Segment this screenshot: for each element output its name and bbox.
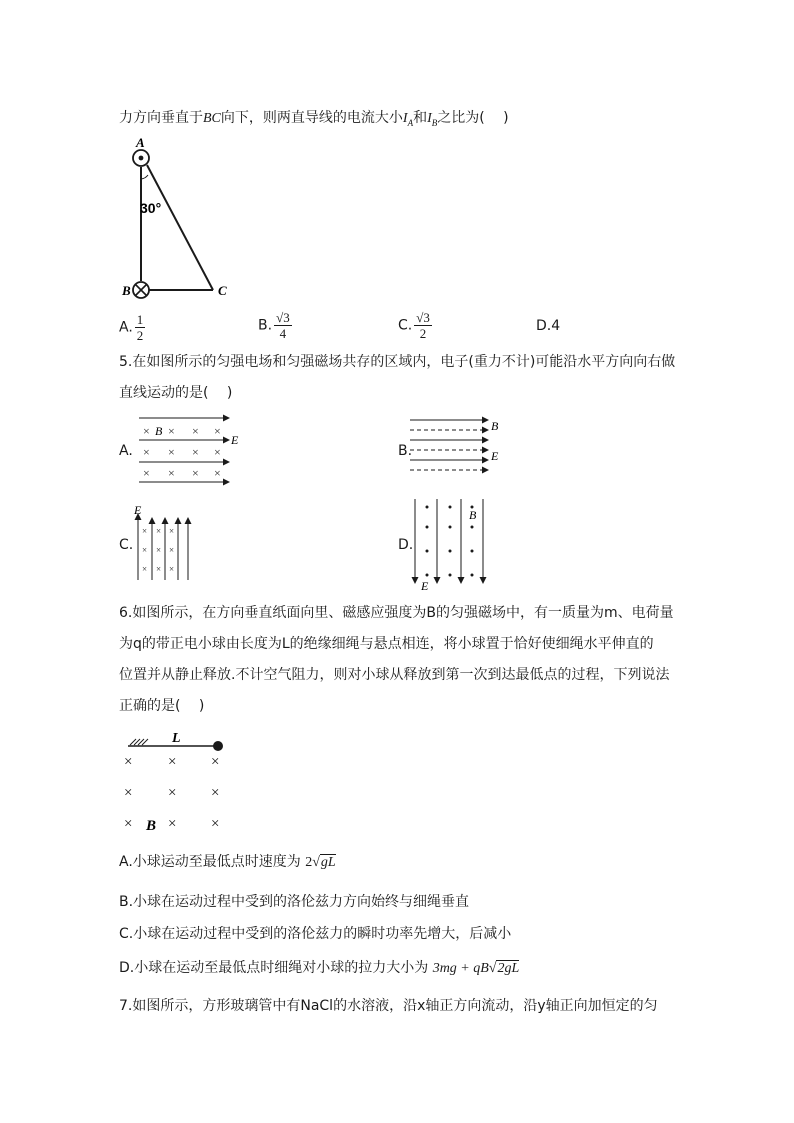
q6-option-d[interactable]: [119, 958, 519, 979]
cross-mark: ×: [168, 466, 175, 480]
q4-and: 和: [413, 110, 428, 126]
q4-ia-sub: A: [407, 117, 414, 128]
numerator: 1: [136, 312, 144, 327]
cross-mark: ×: [214, 466, 221, 480]
q4-option-a-label: A.: [119, 319, 133, 336]
denominator: 4: [279, 326, 287, 341]
cross-mark: ×: [211, 754, 220, 770]
cross-mark: ×: [168, 785, 177, 801]
cross-mark: ×: [169, 526, 175, 536]
cross-mark: ×: [143, 466, 150, 480]
q6-option-a[interactable]: [119, 852, 336, 873]
q6-stem-line1: 6.如图所示，在方向垂直纸面向里、磁感应强度为B的匀强磁场中，有一质量为m、电荷量: [119, 605, 674, 621]
q7-stem-line1: 7.如图所示，方形玻璃管中有NaCl的水溶液，沿x轴正方向流动，沿y轴正向加恒定的匀: [119, 998, 658, 1014]
label-b: B: [469, 508, 477, 522]
cross-mark: ×: [214, 445, 221, 459]
q4-option-b-frac: [274, 310, 292, 341]
q4-stem-text1: 力方向垂直于: [119, 110, 203, 126]
q4-triangle-figure: [115, 135, 245, 305]
q5-option-a[interactable]: A.: [119, 443, 133, 459]
cross-mark: ×: [142, 564, 148, 574]
q4-stem-text2: 向下，则两直导线的电流大小: [220, 110, 403, 126]
radicand: 2gL: [497, 961, 520, 976]
label-b: B: [155, 424, 163, 438]
angle-arc: [141, 175, 148, 179]
q6-stem-line2: 为q的带正电小球由长度为L的绝缘细绳与悬点相连，将小球置于恰好使细绳水平伸直的: [119, 636, 654, 652]
current-out-dot: [139, 156, 144, 161]
cross-mark: ×: [168, 445, 175, 459]
cross-mark: ×: [156, 564, 162, 574]
q4-stem-end: 之比为( ): [437, 110, 509, 126]
label-a: A: [136, 135, 145, 150]
cross-mark: ×: [156, 526, 162, 536]
cross-mark: ×: [168, 424, 175, 438]
cross-mark: ×: [192, 424, 199, 438]
cross-mark: ×: [169, 545, 175, 555]
label-b: B: [491, 419, 499, 433]
q5-figure-a: [137, 414, 252, 489]
q4-option-d[interactable]: D.4: [536, 318, 561, 334]
denominator: 2: [419, 326, 427, 341]
cross-mark: ×: [192, 445, 199, 459]
q5-stem-line1: 5.在如图所示的匀强电场和匀强磁场共存的区域内，电子(重力不计)可能沿水平方向向右做: [119, 354, 676, 370]
q4-option-c-frac: [414, 310, 432, 341]
q4-ib: I: [427, 111, 432, 126]
q6-option-a-math: 2√gL: [305, 855, 336, 870]
label-e: E: [231, 433, 239, 447]
q5-option-c[interactable]: C.: [119, 537, 134, 553]
q4-option-b[interactable]: [258, 310, 292, 341]
cross-mark: ×: [124, 754, 133, 770]
label-b: B: [146, 818, 157, 834]
label-e: E: [491, 449, 499, 463]
q4-option-a-frac: [135, 312, 146, 343]
numerator: √3: [416, 310, 430, 325]
cross-mark: ×: [143, 445, 150, 459]
cross-mark: ×: [168, 816, 177, 832]
radicand: gL: [320, 855, 336, 870]
q6-option-b[interactable]: B.小球在运动过程中受到的洛伦兹力方向始终与细绳垂直: [119, 894, 470, 910]
q5-figure-d: [410, 497, 490, 592]
cross-mark: ×: [124, 785, 133, 801]
label-e: E: [134, 503, 142, 517]
cross-mark: ×: [142, 545, 148, 555]
side-ac: [147, 165, 213, 290]
q4-option-a[interactable]: [119, 312, 145, 343]
expr: 3mg + qB: [432, 961, 489, 976]
q5-figure-b: [410, 416, 510, 486]
cross-mark: ×: [211, 785, 220, 801]
label-b: B: [122, 283, 131, 298]
q6-option-c[interactable]: C.小球在运动过程中受到的洛伦兹力的瞬时功率先增大，后减小: [119, 926, 512, 942]
q5-option-b[interactable]: B.: [398, 443, 413, 459]
q4-ib-sub: B: [431, 117, 438, 128]
cross-mark: ×: [211, 816, 220, 832]
q5-option-d[interactable]: D.: [398, 537, 414, 553]
q4-seg-bc: BC: [203, 111, 221, 126]
cross-mark: ×: [192, 466, 199, 480]
q4-option-c-label: C.: [398, 317, 413, 334]
q4-option-b-label: B.: [258, 317, 273, 334]
q4-stem: [119, 108, 509, 133]
coef: 2: [305, 855, 313, 870]
cross-mark: ×: [214, 424, 221, 438]
q6-option-d-math: 3mg + qB√2gL: [432, 961, 520, 976]
q6-option-d-text: D.小球在运动至最低点时细绳对小球的拉力大小为: [119, 960, 429, 976]
cross-mark: ×: [143, 424, 150, 438]
q4-option-c[interactable]: [398, 310, 432, 341]
label-e: E: [421, 579, 429, 593]
denominator: 2: [136, 328, 144, 343]
cross-mark: ×: [156, 545, 162, 555]
q6-stem-line3: 位置并从静止释放.不计空气阻力，则对小球从释放到第一次到达最低点的过程，下列说法: [119, 667, 670, 683]
q5-stem-line2: 直线运动的是( ): [119, 385, 233, 401]
label-c: C: [218, 283, 227, 298]
q6-stem-line4: 正确的是( ): [119, 698, 205, 714]
cross-mark: ×: [142, 526, 148, 536]
cross-mark: ×: [124, 816, 133, 832]
ball-icon: [213, 741, 223, 751]
q4-ia: I: [402, 111, 408, 126]
q5-figure-c: [132, 503, 192, 586]
label-l: L: [172, 731, 181, 746]
cross-mark: ×: [168, 754, 177, 770]
numerator: √3: [276, 310, 290, 325]
cross-mark: ×: [169, 564, 175, 574]
q6-option-a-text: A.小球运动至最低点时速度为: [119, 854, 301, 870]
angle-label: 30°: [140, 200, 162, 216]
q6-pendulum-figure: [118, 728, 238, 838]
